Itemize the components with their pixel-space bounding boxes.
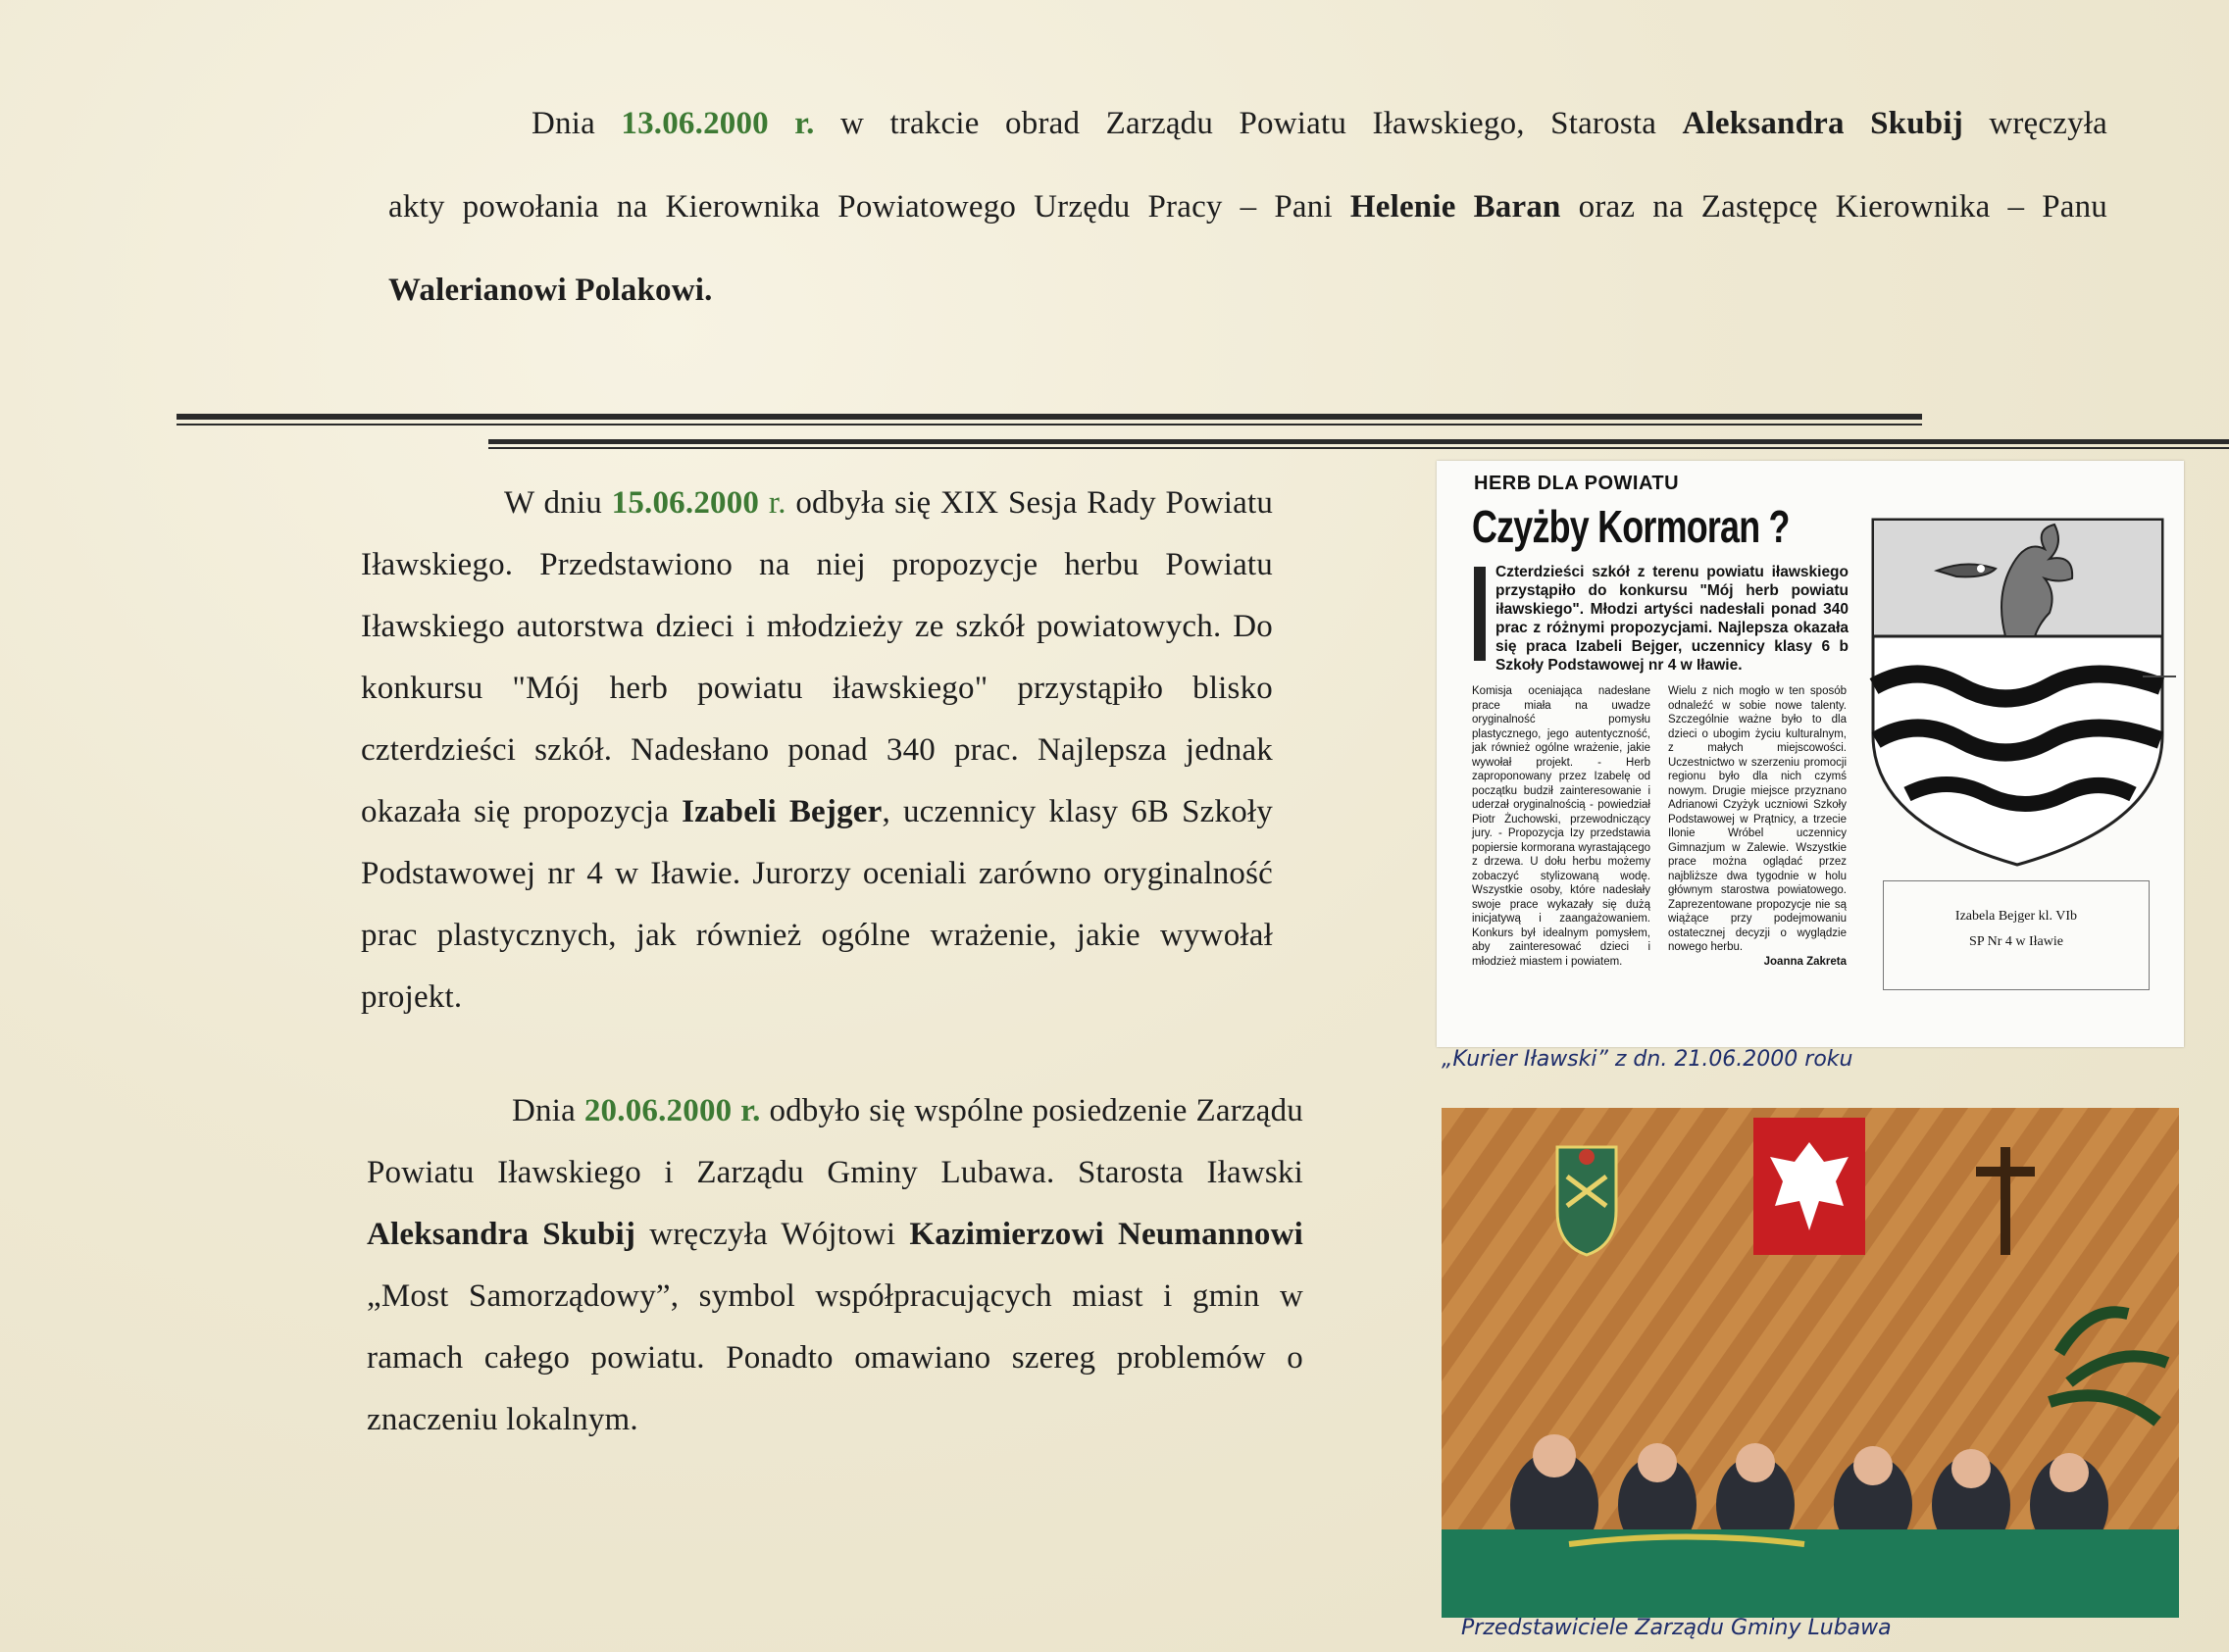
clipping-headline: Czyżby Kormoran ?	[1472, 501, 1790, 552]
section1-verb: wręczyła	[1989, 106, 2107, 141]
section1-line1	[532, 93, 2107, 155]
section3-starosta-name: Aleksandra Skubij	[367, 1217, 636, 1252]
handwritten-source-note: „Kurier Iławski” z dn. 21.06.2000 roku	[1442, 1047, 1853, 1072]
clipping-photo-caption	[1883, 880, 2150, 990]
section2-text: odbyła się XIX Sesja Rady Powiatu Iławskiego. Przedstawiono na niej propozycje herbu Powiatu Iławskiego autorstwa dzieci i młodzieży ze szkół powiatowych. Do konkursu "Mój herb powiatu iławskiego" przystąpiło blisko czterdzieści szkół. Nadesłano ponad 340 prac. Najlepsza jednak okazała się propozycja	[361, 485, 1274, 829]
section1-date: 13.06.2000 r.	[621, 106, 815, 141]
clipping-lead: Czterdzieści szkół z terenu powiatu iławskiego przystąpiło do konkursu "Mój herb powiatu iławskiego". Młodzi artyści nadesłali ponad 340 prac z różnymi propozycjami. Najlepsza okazała się praca Izabeli Bejger, uczennicy klasy 6 b Szkoły Podstawowej nr 4 w Iławie.	[1495, 564, 1849, 674]
caption-line-2: SP Nr 4 w Iławie	[1969, 934, 2063, 949]
clipping-column-1: Komisja oceniająca nadesłane prace miała na uwadze oryginalność pomysłu plastycznego, jego autentyczność, jak również ogólne wrażenie, jakie wywołał projekt. - Herb zaproponowany przez Izabelę od początku budził zainteresowanie i uderzał oryginalnością - powiedział Piotr Żuchowski, przewodniczący jury. - Propozycja Izy przedstawia popiersie kormorana wyrastającego z drzewa. U dołu herbu możemy zobaczyć stylizowaną wodę. Wszystkie osoby, które nadesłały swoje prace wykazały się dużą inicjatywą i zaangażowaniem. Konkurs był idealnym pomysłem, aby zainteresować dzieci i młodzież miastem i powiatem.	[1472, 685, 1650, 968]
caption-line-1: Izabela Bejger kl. VIb	[1954, 909, 2078, 924]
section2-winner-name: Izabeli Bejger	[682, 794, 883, 829]
section1-name-polak: Walerianowi Polakowi.	[388, 273, 713, 308]
divider-bottom	[488, 439, 2229, 444]
section3-text-3: „Most Samorządowy”, symbol współpracujących miast i gmin w ramach całego powiatu. Ponadto omawiano szereg problemów o znaczeniu lokalnym.	[367, 1278, 1303, 1437]
section2-date: 15.06.2000	[611, 485, 760, 521]
section2-prefix: W dniu	[504, 485, 602, 521]
section3-paragraph	[367, 1080, 1303, 1451]
section1-line2-text: akty powołania na Kierownika Powiatowego Urzędu Pracy – Pani	[388, 189, 1333, 225]
section1-line2	[388, 176, 2107, 238]
clipping-author: Joanna Zakreta	[1763, 955, 1847, 968]
section1-starosta-name: Aleksandra Skubij	[1682, 106, 1963, 141]
section3-prefix: Dnia	[512, 1093, 576, 1128]
clipping-kicker: HERB DLA POWIATU	[1474, 473, 1680, 494]
meeting-photo	[1442, 1108, 2179, 1618]
section1-prefix: Dnia	[532, 106, 595, 141]
divider-top-thin	[177, 424, 1922, 426]
coat-of-arms-icon	[1849, 500, 2178, 922]
section3-text-2: wręczyła Wójtowi	[649, 1217, 896, 1252]
clipping-column-2-text: Wielu z nich mogło w ten sposób odnaleźć w sobie nowe talenty. Szczególnie ważne było to dla dzieci o ubogim życiu kulturalnym, z małych miejscowości. Uczestnictwo w szerzeniu promocji regionu było dla nich czymś nowym. Drugie miejsce przyznano Adrianowi Czyżyk uczniowi Szkoły Podstawowej w Prątnicy, a trzecie Ilonie Wróbel uczennicy Gimnazjum w Zalewie. Wszystkie prace można oglądać przez najbliższe dwa tygodnie w holu głównym starostwa powiatowego. Zaprezentowane propozycje nie są wiążące przy podejmowaniu ostatecznej decyzji o wyglądzie nowego herbu.	[1668, 685, 1847, 953]
section2-paragraph	[361, 473, 1273, 1028]
divider-top	[177, 414, 1922, 420]
coat-of-arms-drawing	[1849, 500, 2178, 922]
section2-text-end: , uczennicy klasy 6B Szkoły Podstawowej nr 4 w Iławie. Jurorzy oceniali zarówno oryginalność prac plastycznych, jak również ogólne wrażenie, jakie wywołał projekt.	[361, 794, 1274, 1015]
section2-date-r: r.	[768, 485, 786, 521]
handwritten-photo-caption: Przedstawiciele Zarządu Gminy Lubawa	[1461, 1616, 1892, 1640]
section1-line2-end: oraz na Zastępcę Kierownika – Panu	[1578, 189, 2108, 225]
newspaper-clipping	[1437, 461, 2184, 1047]
meeting-photo-image	[1442, 1108, 2179, 1618]
section3-text: odbyło się wspólne posiedzenie Zarządu Powiatu Iławskiego i Zarządu Gminy Lubawa. Starosta Iławski	[367, 1093, 1304, 1190]
section3-date: 20.06.2000 r.	[583, 1093, 761, 1128]
divider-bottom-thin	[488, 447, 2229, 449]
section1-text: w trakcie obrad Zarządu Powiatu Iławskiego, Starosta	[840, 106, 1657, 141]
section1-name-baran: Helenie Baran	[1349, 189, 1561, 225]
clipping-lead-marker	[1474, 567, 1486, 661]
section1-line3	[388, 260, 713, 322]
section3-wojt-name: Kazimierzowi Neumannowi	[909, 1217, 1303, 1252]
clipping-column-2	[1668, 684, 1847, 969]
